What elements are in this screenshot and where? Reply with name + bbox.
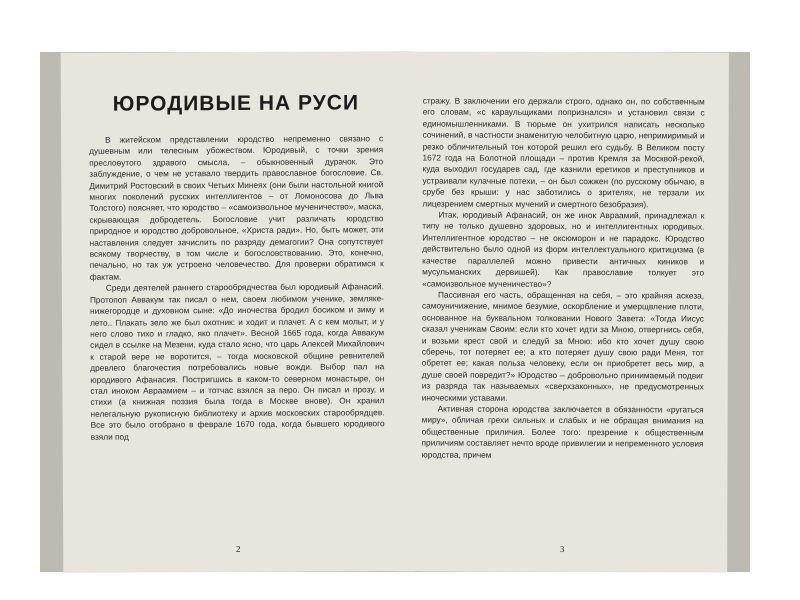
right-paragraph-2: Итак, юродивый Афанасий, он же инок Авраамий, принадлежал к типу не только душевно здоровых, но и интеллигентных юродивых. Интеллигентное юродство – не оксюморон и не парадокс. Юродство действительно было одной из форм интеллектуального критицизма (в качестве параллелей можно привести античных киников и мусульманских дервишей). Как православие толкует это «самоизвольное мученичество»? — [422, 209, 705, 289]
left-paragraph-1: В житейском представлении юродство непременно связано с душевным или телесным убожеством. Юродивый, с точки зрения преслоѳутого здравого смысла, – обыкновенный дурачок. Это заблуждение, о чем не уставало твердить православное богословие. Св. Димитрий Ростовский в своих Четьих Минеях (они были настольной книгой многих поколений русских интеллигентов – от Ломоносова до Льва Толстого) поясняет, что юродство – «самоизвольное мученичество», маска, скрывающая добродетель. Богословие учит различать юродство природное и юродство добровольное, «Христа ради». Но, быть может, эти наставления следует зачислить по разряду демагогии? Она сопутствует всякому творчеству, в том числе и богословствованию. Это, конечно, печально, но так уж устроено человечество. Для проверки обратимся к фактам. — [89, 133, 384, 282]
open-booklet — [40, 52, 750, 572]
left-paragraph-2: Среди деятелей раннего старообрядчества был юродивый Афанасий. Протопоп Аввакум так писал о нем, своем любимом ученике, земляке-нижегородце и духовном сыне: «До иночества бродил босиком и зиму и лето.. Плакать зело же был охотник: и ходит и плачет. А с кем молыт, и у него слово тихо и гладко, яко плачет». Весной 1665 года, когда Аввакум сидел в ссылке на Мезени, куда стало ясно, что царь Алексей Михайлович к старой вере не воротится, – тогда московской общине ревнителей древлего благочестия потребовались новые вожди. Выбор пал на юродивого Афанасия. Постригшись в каком-то северном монастыре, он стал иноком Авраамием – и тотчас взялся за перо. Он писал и прозу, и стихи (а книжная поэзия была тогда в Москве внове). Он хранил нелегальную рукописную библиотеку и архив московских старообрядцев. Все это было отобрано в феврале 1670 года, когда бывшего юродивого взяли под — [89, 281, 385, 442]
left-page-number: 2 — [235, 543, 241, 555]
right-paragraph-1: стражу. В заключении его держали строго, однако он, по собственным его словам, «с караульщиками попризнался» и установил связи с единомышленниками. В тюрьме он ухитрился написать несколько сочинений, в частности знаменитую челобитную царю, непримиримый и резко обличительный тон которой решил его судьбу. В Великом посту 1672 года на Болотной площади – против Кремля за Москвой-рекой, куда выходил государев сад, где казнили еретиков и преступников и устраивали кулачные потехи, – он был сожжен (по русскому обычаю, в срубе без крыши: у нас заботились о зрителях, не терзали их лицезрением смертных мучений и смертного безобразия). — [422, 95, 705, 209]
left-page — [61, 51, 414, 573]
right-page-number: 3 — [559, 543, 565, 555]
right-page — [397, 51, 729, 572]
right-paragraph-4: Активная сторона юродства заключается в обязанности «ругаться миру», обличая грехи сильных и слабых и не обращая внимания на общественные приличия. Более того: презрение к общественным приличиям составляет нечто вроде привилегии и непременного условия юродства, причем — [421, 403, 704, 460]
right-paragraph-3: Пассивная его часть, обращенная на себя, – это крайняя аскеза, самоуничижение, мнимое безумие, оскорбление и умерщвление плоти, основанное на буквальном толковании Нового Завета: «Тогда Иисус сказал ученикам Своим: если кто хочет идти за Мною, отвергнись себя, и возьми крест свой и следуй за Мною: ибо кто хочет душу свою сберечь, тот потеряет ее; а кто потеряет душу свою ради Меня, тот обретет ее; какая польза человеку, если он приобретет весь мир, а душе своей повредит?» Юродство – добровольно принимаемый подвиг из разряда так называемых «сверхзаконных», не предусмотренных иноческими уставами. — [421, 289, 705, 403]
article-title: ЮРОДИВЫЕ НА РУСИ — [112, 91, 360, 116]
